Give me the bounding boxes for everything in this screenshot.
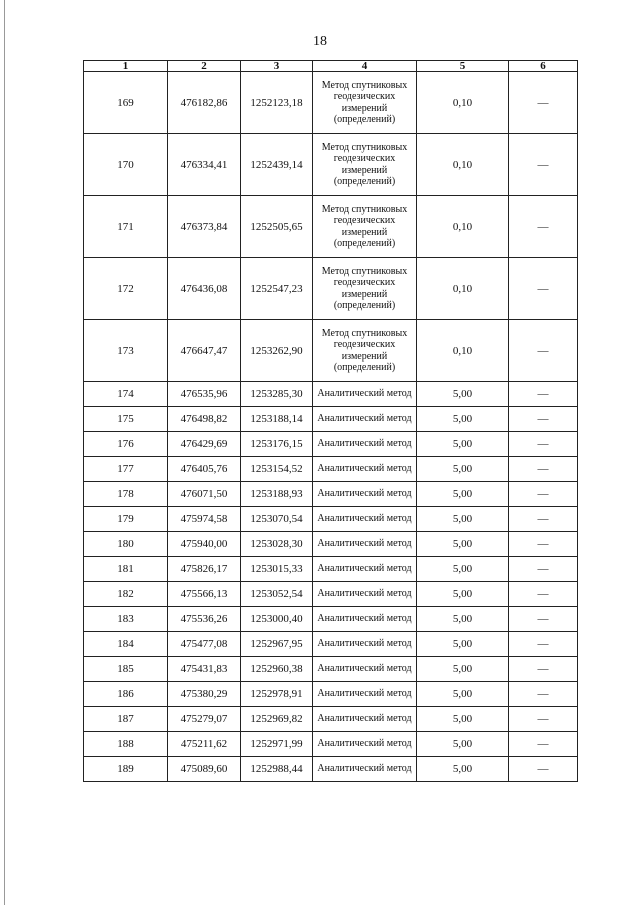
point-number-cell: 170 [84,134,168,196]
column-header: 4 [313,61,417,72]
table-row [84,557,578,582]
method-cell: Аналитический метод [313,657,417,682]
accuracy-cell: 5,00 [417,582,509,607]
y-coordinate-cell: 1253015,33 [241,557,313,582]
y-coordinate-cell: 1252969,82 [241,707,313,732]
point-number-cell: 172 [84,258,168,320]
accuracy-cell: 0,10 [417,134,509,196]
accuracy-cell: 5,00 [417,732,509,757]
y-coordinate-cell: 1253052,54 [241,582,313,607]
note-cell: — [509,258,578,320]
method-cell: Метод спутниковых геодезических измерений (определений) [313,134,417,196]
method-cell: Аналитический метод [313,682,417,707]
x-coordinate-cell: 475566,13 [168,582,241,607]
point-number-cell: 175 [84,407,168,432]
note-cell: — [509,632,578,657]
table-row [84,320,578,382]
table-row [84,72,578,134]
note-cell: — [509,707,578,732]
y-coordinate-cell: 1253070,54 [241,507,313,532]
method-cell: Аналитический метод [313,507,417,532]
y-coordinate-cell: 1253285,30 [241,382,313,407]
accuracy-cell: 5,00 [417,707,509,732]
note-cell: — [509,320,578,382]
point-number-cell: 188 [84,732,168,757]
table-row [84,507,578,532]
method-cell: Аналитический метод [313,457,417,482]
x-coordinate-cell: 475211,62 [168,732,241,757]
point-number-cell: 182 [84,582,168,607]
point-number-cell: 184 [84,632,168,657]
method-cell: Аналитический метод [313,757,417,782]
accuracy-cell: 5,00 [417,532,509,557]
method-cell: Аналитический метод [313,582,417,607]
accuracy-cell: 5,00 [417,457,509,482]
point-number-cell: 183 [84,607,168,632]
x-coordinate-cell: 475089,60 [168,757,241,782]
y-coordinate-cell: 1253188,14 [241,407,313,432]
point-number-cell: 174 [84,382,168,407]
accuracy-cell: 5,00 [417,557,509,582]
note-cell: — [509,196,578,258]
table-row [84,682,578,707]
x-coordinate-cell: 476182,86 [168,72,241,134]
table-row [84,196,578,258]
accuracy-cell: 5,00 [417,757,509,782]
x-coordinate-cell: 475974,58 [168,507,241,532]
y-coordinate-cell: 1253000,40 [241,607,313,632]
table-row [84,407,578,432]
method-cell: Аналитический метод [313,407,417,432]
x-coordinate-cell: 476429,69 [168,432,241,457]
y-coordinate-cell: 1253188,93 [241,482,313,507]
column-header: 1 [84,61,168,72]
table-row [84,457,578,482]
accuracy-cell: 0,10 [417,320,509,382]
table-row [84,607,578,632]
note-cell: — [509,582,578,607]
point-number-cell: 173 [84,320,168,382]
x-coordinate-cell: 475380,29 [168,682,241,707]
point-number-cell: 185 [84,657,168,682]
accuracy-cell: 5,00 [417,682,509,707]
column-header: 6 [509,61,578,72]
x-coordinate-cell: 476535,96 [168,382,241,407]
note-cell: — [509,72,578,134]
note-cell: — [509,432,578,457]
method-cell: Аналитический метод [313,632,417,657]
x-coordinate-cell: 476436,08 [168,258,241,320]
method-cell: Аналитический метод [313,432,417,457]
method-cell: Метод спутниковых геодезических измерений (определений) [313,258,417,320]
column-header: 5 [417,61,509,72]
note-cell: — [509,457,578,482]
point-number-cell: 180 [84,532,168,557]
method-cell: Аналитический метод [313,607,417,632]
method-cell: Аналитический метод [313,732,417,757]
table-row [84,258,578,320]
point-number-cell: 169 [84,72,168,134]
column-header: 2 [168,61,241,72]
y-coordinate-cell: 1252123,18 [241,72,313,134]
x-coordinate-cell: 476071,50 [168,482,241,507]
x-coordinate-cell: 476498,82 [168,407,241,432]
accuracy-cell: 0,10 [417,258,509,320]
note-cell: — [509,407,578,432]
point-number-cell: 181 [84,557,168,582]
x-coordinate-cell: 475536,26 [168,607,241,632]
y-coordinate-cell: 1252978,91 [241,682,313,707]
note-cell: — [509,532,578,557]
y-coordinate-cell: 1252439,14 [241,134,313,196]
scan-edge-line [4,0,5,905]
accuracy-cell: 5,00 [417,657,509,682]
accuracy-cell: 5,00 [417,632,509,657]
table-row [84,582,578,607]
table-row [84,632,578,657]
table-row [84,134,578,196]
y-coordinate-cell: 1253154,52 [241,457,313,482]
y-coordinate-cell: 1252967,95 [241,632,313,657]
table-row [84,432,578,457]
y-coordinate-cell: 1253028,30 [241,532,313,557]
x-coordinate-cell: 476405,76 [168,457,241,482]
method-cell: Аналитический метод [313,482,417,507]
note-cell: — [509,657,578,682]
point-number-cell: 176 [84,432,168,457]
x-coordinate-cell: 475431,83 [168,657,241,682]
accuracy-cell: 0,10 [417,196,509,258]
table-row [84,757,578,782]
note-cell: — [509,732,578,757]
method-cell: Метод спутниковых геодезических измерений (определений) [313,72,417,134]
table-row [84,707,578,732]
accuracy-cell: 5,00 [417,607,509,632]
note-cell: — [509,557,578,582]
y-coordinate-cell: 1252960,38 [241,657,313,682]
point-number-cell: 178 [84,482,168,507]
table-row [84,732,578,757]
table-row [84,532,578,557]
point-number-cell: 179 [84,507,168,532]
method-cell: Аналитический метод [313,557,417,582]
x-coordinate-cell: 476334,41 [168,134,241,196]
method-cell: Аналитический метод [313,707,417,732]
point-number-cell: 189 [84,757,168,782]
accuracy-cell: 5,00 [417,507,509,532]
note-cell: — [509,757,578,782]
note-cell: — [509,507,578,532]
point-number-cell: 171 [84,196,168,258]
x-coordinate-cell: 475477,08 [168,632,241,657]
x-coordinate-cell: 475279,07 [168,707,241,732]
accuracy-cell: 5,00 [417,482,509,507]
column-header: 3 [241,61,313,72]
method-cell: Аналитический метод [313,532,417,557]
x-coordinate-cell: 475826,17 [168,557,241,582]
y-coordinate-cell: 1252505,65 [241,196,313,258]
y-coordinate-cell: 1252988,44 [241,757,313,782]
table-row [84,482,578,507]
accuracy-cell: 5,00 [417,382,509,407]
note-cell: — [509,382,578,407]
table-row [84,382,578,407]
method-cell: Аналитический метод [313,382,417,407]
note-cell: — [509,134,578,196]
note-cell: — [509,682,578,707]
y-coordinate-cell: 1252547,23 [241,258,313,320]
x-coordinate-cell: 476647,47 [168,320,241,382]
note-cell: — [509,607,578,632]
y-coordinate-cell: 1253262,90 [241,320,313,382]
accuracy-cell: 0,10 [417,72,509,134]
method-cell: Метод спутниковых геодезических измерений (определений) [313,196,417,258]
accuracy-cell: 5,00 [417,432,509,457]
point-number-cell: 177 [84,457,168,482]
table-header-row [84,61,578,72]
point-number-cell: 187 [84,707,168,732]
page-number: 18 [313,34,327,49]
y-coordinate-cell: 1252971,99 [241,732,313,757]
point-number-cell: 186 [84,682,168,707]
x-coordinate-cell: 476373,84 [168,196,241,258]
table-row [84,657,578,682]
method-cell: Метод спутниковых геодезических измерений (определений) [313,320,417,382]
x-coordinate-cell: 475940,00 [168,532,241,557]
note-cell: — [509,482,578,507]
y-coordinate-cell: 1253176,15 [241,432,313,457]
accuracy-cell: 5,00 [417,407,509,432]
coordinates-table [83,60,578,782]
